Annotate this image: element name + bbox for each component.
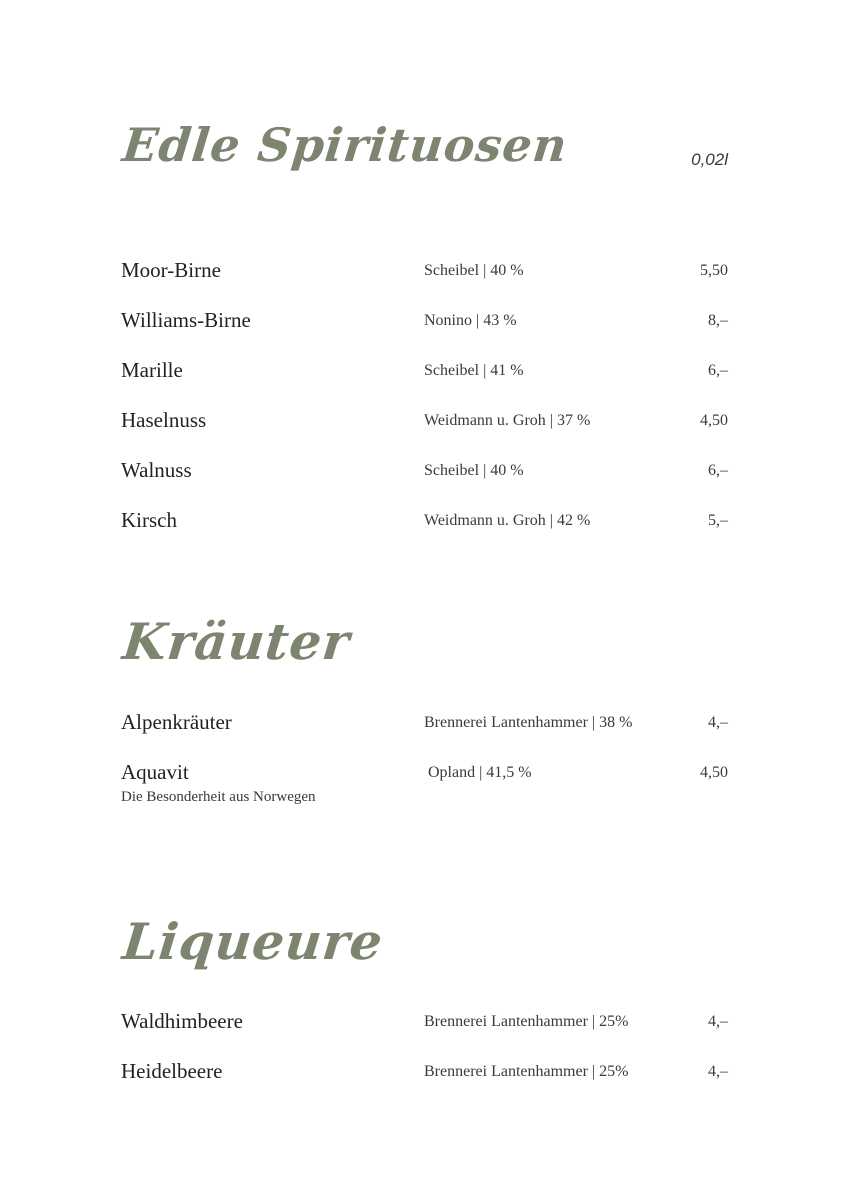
section-title-liqueurs: Liqueure [120, 912, 386, 971]
item-name: Marille [121, 358, 183, 382]
item-producer: Opland | 41,5 % [428, 764, 532, 781]
item-price: 4,50 [700, 412, 728, 429]
item-name: Kirsch [121, 508, 177, 532]
menu-item [0, 1009, 848, 1039]
menu-item [0, 408, 848, 438]
item-producer: Weidmann u. Groh | 37 % [424, 412, 591, 429]
item-producer: Brennerei Lantenhammer | 38 % [424, 714, 633, 731]
item-price: 8,– [708, 312, 728, 329]
item-name: Haselnuss [121, 408, 207, 432]
item-producer: Brennerei Lantenhammer | 25% [424, 1063, 629, 1080]
section-title-spirits: Edle Spirituosen [120, 118, 571, 172]
menu-item [0, 258, 848, 288]
menu-item [0, 760, 848, 790]
item-price: 5,– [708, 512, 728, 529]
item-name: Moor-Birne [121, 258, 221, 282]
item-price: 4,– [708, 1063, 728, 1080]
menu-item [0, 358, 848, 388]
serving-volume: 0,02l [691, 150, 728, 169]
item-name: Waldhimbeere [121, 1009, 243, 1033]
item-producer: Nonino | 43 % [424, 312, 517, 329]
item-price: 4,– [708, 714, 728, 731]
item-name: Alpenkräuter [121, 710, 232, 734]
item-producer: Weidmann u. Groh | 42 % [424, 512, 591, 529]
item-name: Walnuss [121, 458, 192, 482]
item-price: 6,– [708, 462, 728, 479]
section-title-herbs: Kräuter [120, 612, 354, 671]
menu-item [0, 308, 848, 338]
item-price: 4,50 [700, 764, 728, 781]
menu-item [0, 1059, 848, 1089]
item-name: Aquavit [121, 760, 189, 784]
item-name: Williams-Birne [121, 308, 251, 332]
item-producer: Scheibel | 40 % [424, 462, 524, 479]
item-note: Die Besonderheit aus Norwegen [121, 789, 316, 805]
item-producer: Brennerei Lantenhammer | 25% [424, 1013, 629, 1030]
item-price: 6,– [708, 362, 728, 379]
menu-item [0, 710, 848, 740]
item-price: 4,– [708, 1013, 728, 1030]
item-producer: Scheibel | 40 % [424, 262, 524, 279]
menu-item [0, 458, 848, 488]
item-producer: Scheibel | 41 % [424, 362, 524, 379]
menu-item [0, 508, 848, 538]
item-price: 5,50 [700, 262, 728, 279]
item-name: Heidelbeere [121, 1059, 223, 1083]
